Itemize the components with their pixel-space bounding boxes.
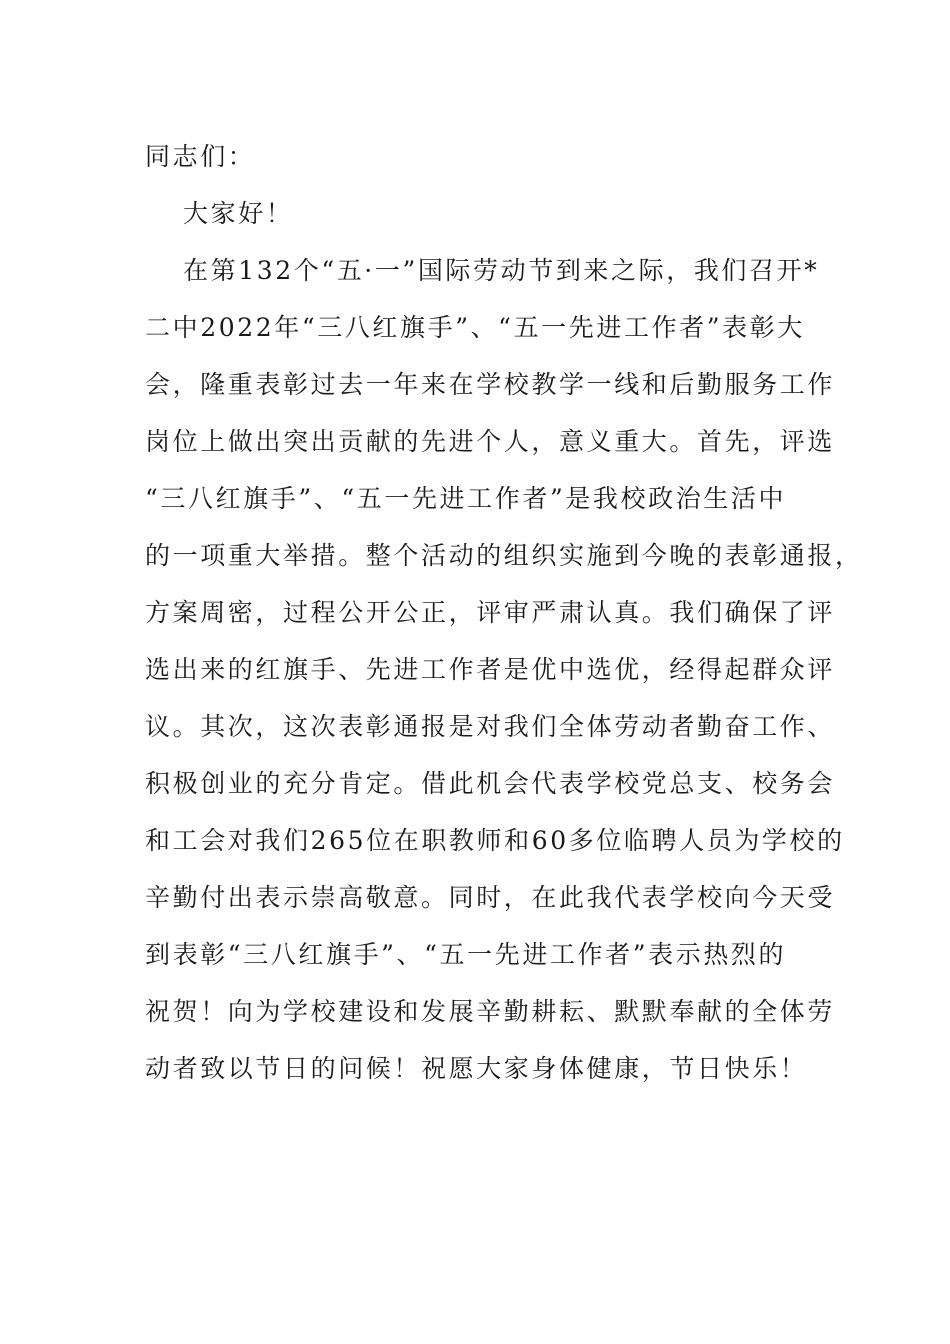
greeting: 大家好！	[183, 199, 294, 228]
body-line: 议。其次，这次表彰通报是对我们全体劳动者勤奋工作、	[145, 712, 836, 741]
body-line: 二中2022年“三八红旗手”、“五一先进工作者”表彰大	[145, 313, 805, 342]
body-line: 和工会对我们265位在职教师和60多位临聘人员为学校的	[145, 826, 845, 855]
body-line: 到表彰“三八红旗手”、“五一先进工作者”表示热烈的	[145, 940, 787, 969]
speech-text	[145, 128, 863, 1097]
body-line: 祝贺！向为学校建设和发展辛勤耕耘、默默奉献的全体劳	[145, 997, 836, 1026]
body-line: 选出来的红旗手、先进工作者是优中选优，经得起群众评	[145, 655, 836, 684]
body-line: 会，隆重表彰过去一年来在学校教学一线和后勤服务工作	[145, 370, 836, 399]
salutation: 同志们：	[145, 142, 256, 171]
body-line: 的一项重大举措。整个活动的组织实施到今晚的表彰通报，	[145, 541, 863, 570]
body-line: 在第132个“五·一”国际劳动节到来之际，我们召开*	[183, 256, 820, 285]
body-line: 积极创业的充分肯定。借此机会代表学校党总支、校务会	[145, 769, 836, 798]
body-line: 方案周密，过程公开公正，评审严肃认真。我们确保了评	[145, 598, 836, 627]
body-line: 岗位上做出突出贡献的先进个人，意义重大。首先，评选	[145, 427, 836, 456]
body-line: 动者致以节日的问候！祝愿大家身体健康，节日快乐！	[145, 1054, 808, 1083]
body-line: 辛勤付出表示崇高敬意。同时，在此我代表学校向今天受	[145, 883, 836, 912]
body-line: “三八红旗手”、“五一先进工作者”是我校政治生活中	[145, 484, 787, 513]
